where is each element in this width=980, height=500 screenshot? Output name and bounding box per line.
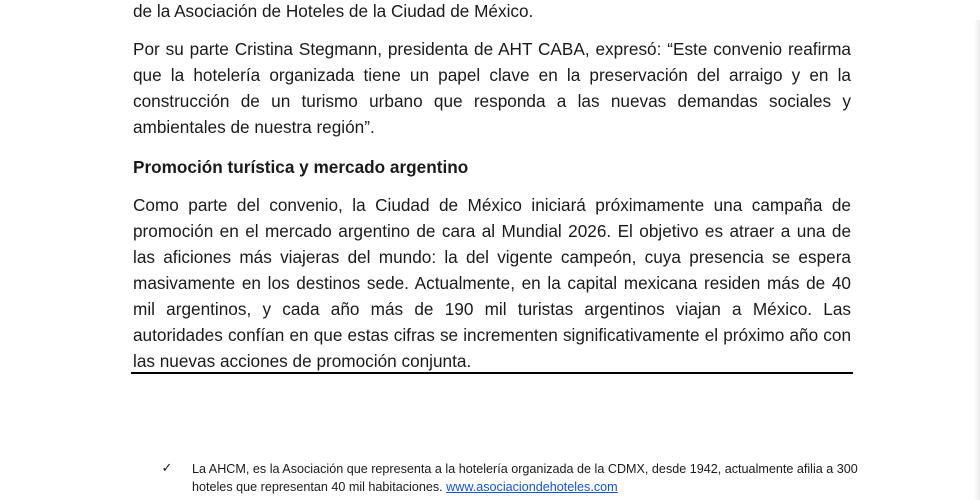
footnote-divider (131, 372, 853, 374)
footnote-text: La AHCM, es la Asociación que representa a la hotelería organizada de la CDMX, desde 1942, actualmente afilia a 300 hoteles que representan 40 mil habitaciones. (192, 462, 858, 494)
footnote-text-block (192, 460, 882, 496)
page-edge-shadow (974, 20, 980, 500)
paragraph-promotion: Como parte del convenio, la Ciudad de México iniciará próximamente una campaña de promoción en el mercado argentino de cara al Mundial 2026. El objetivo es atraer a una de las aficiones más viajeras del mundo: la del vigente campeón, cuya presencia se espera masivamente en los destinos sede. Actualmente, en la capital mexicana residen más de 40 mil argentinos, y cada año más de 190 mil turistas argentinos viajan a México. Las autoridades confían en que estas cifras se incrementen significativamente el próximo año con las nuevas acciones de promoción conjunta. (133, 195, 851, 371)
check-icon: ✓ (161, 461, 173, 476)
website-link[interactable]: www.asociaciondehoteles.com (446, 480, 618, 494)
paragraph-top-line: de la Asociación de Hoteles de la Ciudad de México. (133, 1, 534, 21)
paragraph-stegmann-quote: Por su parte Cristina Stegmann, presidenta de AHT CABA, expresó: “Este convenio reafirma que la hotelería organizada tiene un papel clave en la preservación del arraigo y en la construcción de un turismo urbano que responda a las nuevas demandas sociales y ambientales de nuestra región”. (133, 39, 851, 137)
section-heading: Promoción turística y mercado argentino (133, 157, 469, 177)
